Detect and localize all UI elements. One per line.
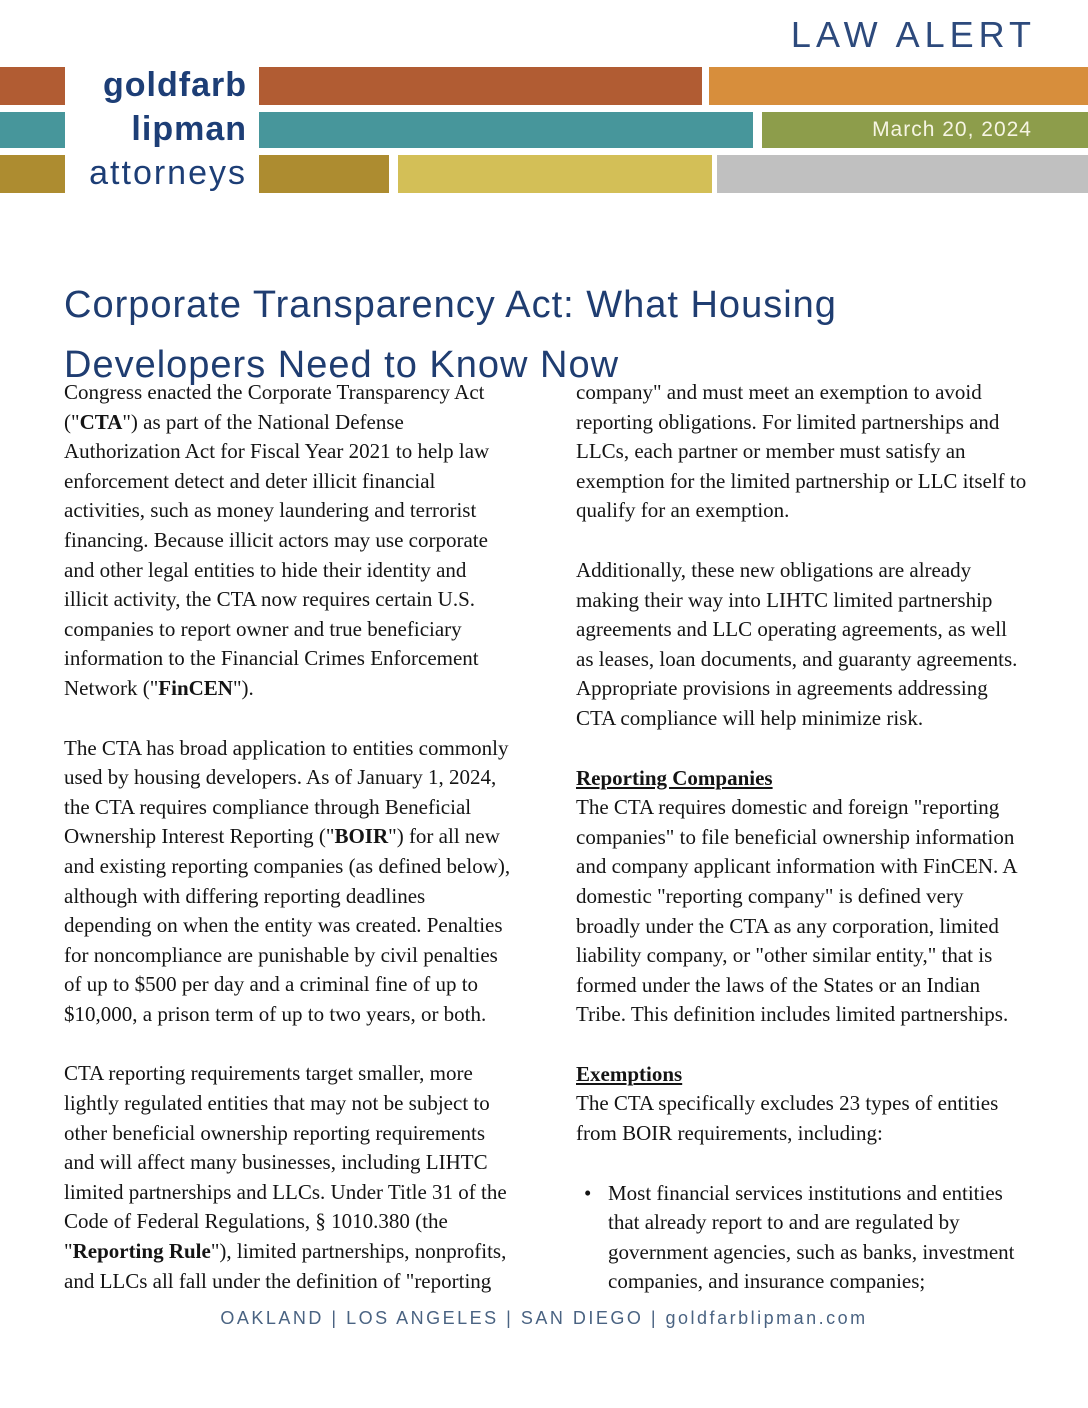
header-bar-teal-main [259, 112, 753, 148]
date-label: March 20, 2024 [872, 118, 1032, 141]
body-column-left [64, 378, 514, 1326]
header-bar-gray-right [717, 155, 1088, 193]
paragraph: The CTA specifically excludes 23 types of entities from BOIR requirements, including: [576, 1091, 999, 1146]
section-heading: Reporting Companies [576, 765, 773, 790]
bullet-marker-icon: • [584, 1180, 592, 1205]
paragraph: The CTA has broad application to entities commonly used by housing developers. As of January 1, 2024, the CTA requires compliance through Beneficial Ownership Interest Reporting ("BOIR") for all new and existing reporting companies (as defined below), although with differing reporting deadlines depending on when the entity was created. Penalties for noncompliance are punishable by civil penalties of up to $500 per day and a criminal fine of up to $10,000, a prison term of up to two years, or both. [64, 735, 511, 1026]
law-alert-label: LAW ALERT [790, 14, 1036, 55]
logo-line-attorneys: attorneys [89, 154, 247, 192]
paragraph: The CTA requires domestic and foreign "reporting companies" to file beneficial ownership information and company applicant information with FinCEN. A domestic "reporting company" is defined very broadly under the CTA as any corporation, limited liability company, or "other similar entity," that is formed under the laws of the States or an Indian Tribe. This definition includes limited partnerships. [576, 795, 1017, 1027]
page-title: Corporate Transparency Act: What Housing Developers Need to Know Now [64, 284, 837, 387]
bullet-text: Most financial services institutions and entities that already report to and are regulated by government agencies, such as banks, investment companies, and insurance companies; [608, 1180, 1015, 1294]
firm-logo [0, 63, 247, 195]
section-heading: Exemptions [576, 1061, 683, 1086]
logo-line-lipman: lipman [131, 110, 247, 148]
paragraph: CTA reporting requirements target smaller, more lightly regulated entities that may not be subject to other beneficial ownership reporting requirements and will affect many businesses, including LIHTC limited partnerships and LLCs. Under Title 31 of the Code of Federal Regulations, § 1010.380 (the "Reporting Rule"), limited partnerships, nonprofits, and LLCs all fall under the definition of "reporting [64, 1061, 507, 1293]
logo-line-goldfarb: goldfarb [103, 66, 247, 104]
paragraph: Congress enacted the Corporate Transparency Act ("CTA") as part of the National Defense Authorization Act for Fiscal Year 2021 to help law enforcement detect and deter illicit financial activities, such as money laundering and terrorist financing. Because illicit actors may use corporate and other legal entities to hide their identity and illicit activity, the CTA now requires certain U.S. companies to report owner and true beneficiary information to the Financial Crimes Enforcement Network ("FinCEN"). [64, 380, 490, 700]
footer-text: OAKLAND | LOS ANGELES | SAN DIEGO | goldfarblipman.com [220, 1308, 868, 1328]
paragraph: company" and must meet an exemption to avoid reporting obligations. For limited partnerships and LLCs, each partner or member must satisfy an exemption for the limited partnership or LLC itself to qualify for an exemption. [576, 380, 1027, 523]
header-bar-rust-main [259, 67, 702, 105]
date-bar [762, 112, 1088, 148]
header-bar-orange-right [709, 67, 1088, 105]
paragraph: Additionally, these new obligations are already making their way into LIHTC limited partnership agreements and LLC operating agreements, as well as leases, loan documents, and guaranty agreements. Appropriate provisions in agreements addressing CTA compliance will help minimize risk. [576, 557, 1018, 730]
bullet-item [576, 1179, 1028, 1297]
body-column-right [576, 378, 1028, 1297]
header-bar-gold-main [259, 155, 389, 193]
header-bar-lightgold [398, 155, 712, 193]
